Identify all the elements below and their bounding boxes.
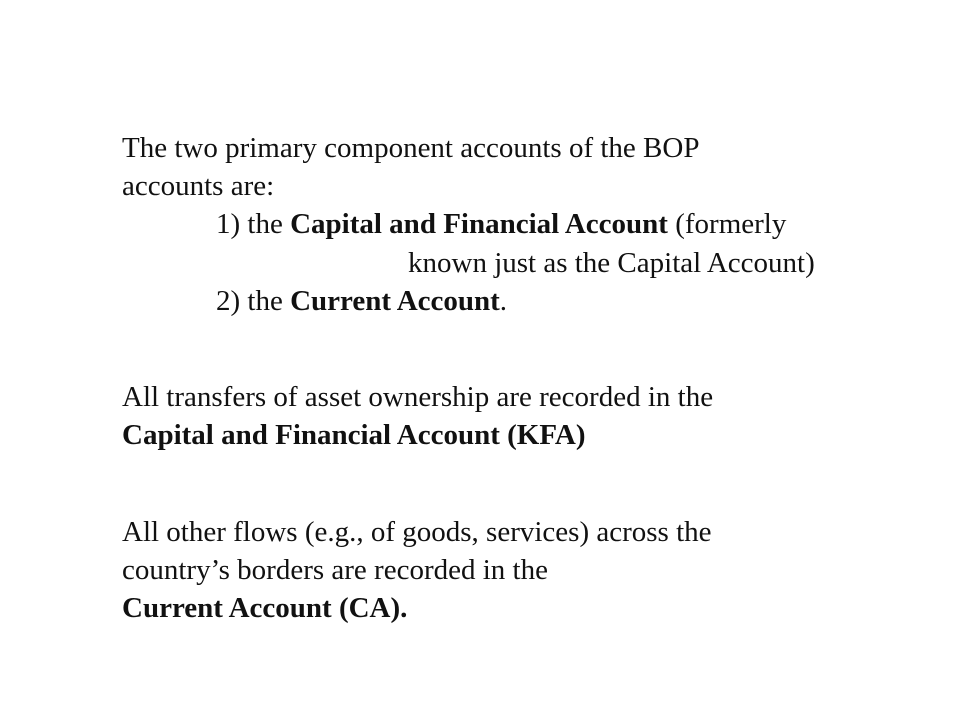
- list-item-capital-account-continuation: known just as the Capital Account): [408, 247, 815, 279]
- list-item-prefix: 2) the: [216, 285, 291, 317]
- list-item-capital-account: [216, 207, 786, 241]
- ca-term-bold: Current Account (CA).: [122, 592, 408, 624]
- ca-term: [122, 591, 407, 625]
- bop-intro-line-2: accounts are:: [122, 170, 275, 202]
- ca-line-2: country’s borders are recorded in the: [122, 554, 548, 586]
- list-item-suffix: (formerly: [667, 208, 787, 240]
- current-account-term: Current Account: [290, 285, 500, 317]
- bop-intro-line-1: The two primary component accounts of the BOP: [122, 132, 700, 164]
- kfa-line-1: All transfers of asset ownership are recorded in the: [122, 381, 714, 413]
- ca-line-1: All other flows (e.g., of goods, services) across the: [122, 516, 712, 548]
- list-item-current-account: [216, 284, 507, 318]
- list-item-prefix: 1) the: [216, 208, 291, 240]
- capital-financial-account-term: Capital and Financial Account: [290, 208, 668, 240]
- kfa-term: [122, 418, 586, 452]
- list-item-suffix: .: [499, 285, 508, 317]
- kfa-term-bold: Capital and Financial Account (KFA): [122, 419, 586, 451]
